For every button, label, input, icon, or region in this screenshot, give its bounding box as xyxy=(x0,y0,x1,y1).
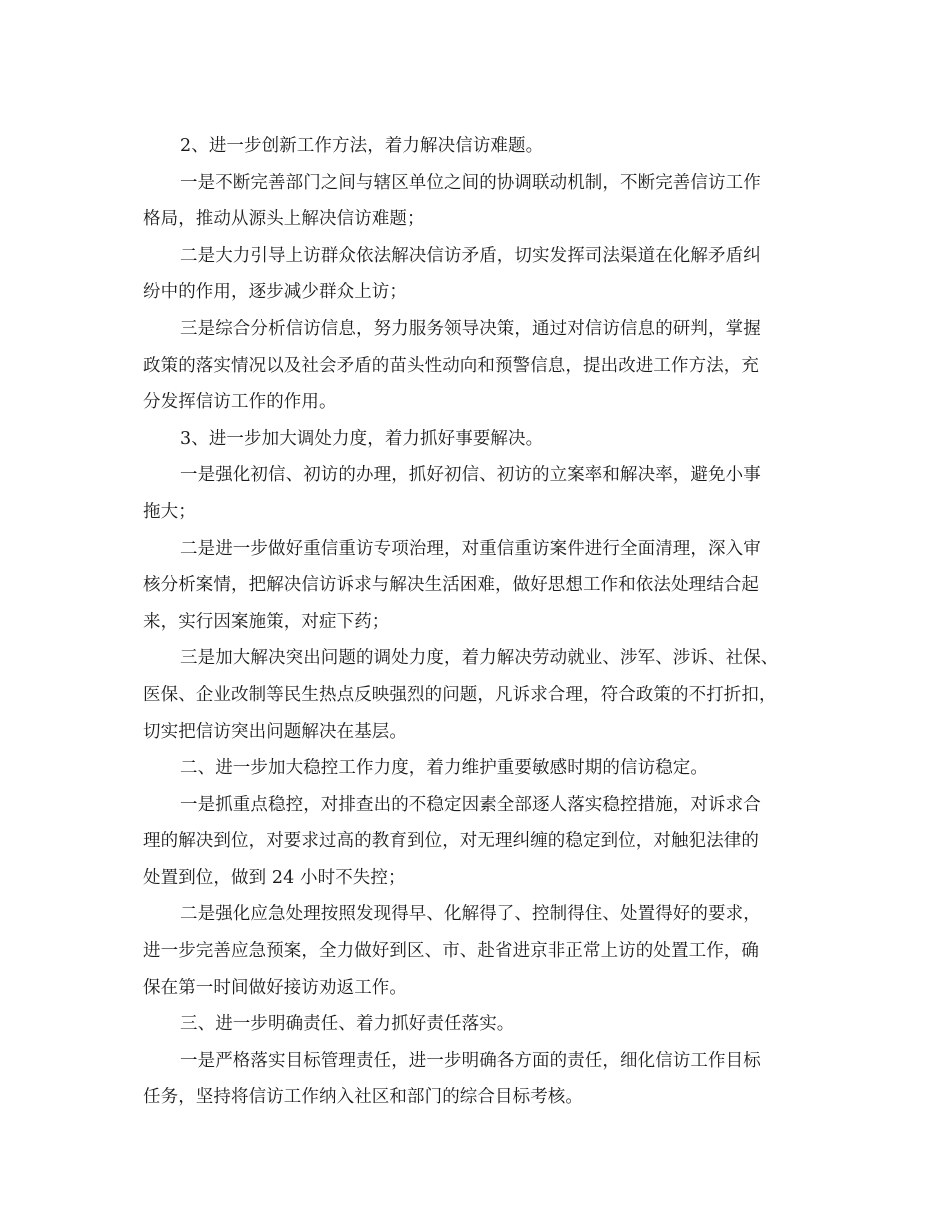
paragraph: 二是强化应急处理按照发现得早、化解得了、控制得住、处置得好的要求， 进一步完善应急预案，全力做好到区、市、赴省进京非正常上访的处置工作，确 保在第一时间做好接访劝返工作。 xyxy=(143,904,761,998)
paragraph: 一是抓重点稳控，对排查出的不稳定因素全部逐人落实稳控措施，对诉求合 理的解决到位，对要求过高的教育到位，对无理纠缠的稳定到位，对触犯法律的 处置到位，做到 24 小时不失控； xyxy=(143,794,761,888)
paragraph: 一是强化初信、初访的办理，抓好初信、初访的立案率和解决率，避免小事 拖大； xyxy=(143,465,761,522)
paragraph: 一是不断完善部门之间与辖区单位之间的协调联动机制，不断完善信访工作 格局，推动从源头上解决信访难题； xyxy=(143,172,761,230)
section-heading-three: 三、进一步明确责任、着力抓好责任落实。 xyxy=(180,1014,515,1035)
paragraph: 三是综合分析信访信息，努力服务领导决策，通过对信访信息的研判，掌握 政策的落实情况以及社会矛盾的苗头性动向和预警信息，提出改进工作方法，充 分发挥信访工作的作用。 xyxy=(143,318,761,413)
paragraph-heading-2: 2、进一步创新工作方法，着力解决信访难题。 xyxy=(180,136,544,156)
paragraph: 一是严格落实目标管理责任，进一步明确各方面的责任，细化信访工作目标 任务，坚持将信访工作纳入社区和部门的综合目标考核。 xyxy=(143,1050,761,1108)
paragraph: 二是大力引导上访群众依法解决信访矛盾，切实发挥司法渠道在化解矛盾纠 纷中的作用，逐步减少群众上访； xyxy=(143,245,761,303)
paragraph: 三是加大解决突出问题的调处力度，着力解决劳动就业、涉军、涉诉、社保、 医保、企业改制等民生热点反映强烈的问题，凡诉求合理，符合政策的不打折扣， 切实把信访突出问题解决在基层。 xyxy=(143,648,779,742)
paragraph-heading-3: 3、进一步加大调处力度，着力抓好事要解决。 xyxy=(180,428,544,449)
document-body xyxy=(143,128,809,1116)
section-heading-two: 二、进一步加大稳控工作力度，着力维护重要敏感时期的信访稳定。 xyxy=(180,758,708,779)
paragraph: 二是进一步做好重信重访专项治理，对重信重访案件进行全面清理，深入审 核分析案情，把解决信访诉求与解决生活困难，做好思想工作和依法处理结合起 来，实行因案施策，对症下药； xyxy=(143,538,761,632)
